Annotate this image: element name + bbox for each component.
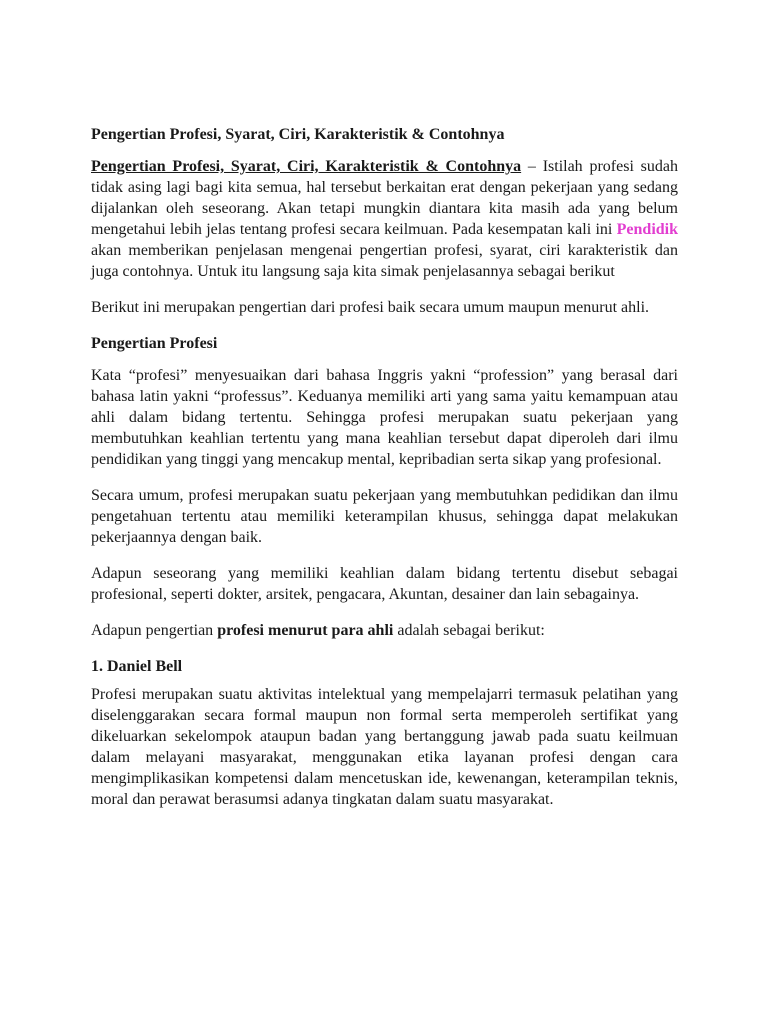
heading-daniel-bell: 1. Daniel Bell [91,658,183,675]
pendidik-link[interactable]: Pendidik [616,221,678,238]
heading-pengertian-profesi: Pengertian Profesi [91,335,218,352]
document-title: Pengertian Profesi, Syarat, Ciri, Karakteristik & Contohnya [91,126,505,143]
kata-profesi-paragraph: Kata “profesi” menyesuaikan dari bahasa Inggris yakni “profession” yang berasal dari bahasa latin yakni “professus”. Keduanya memiliki arti yang sama yaitu kemampuan atau ahli dalam bidang tertentu. Sehingga profesi merupakan suatu pekerjaan yang membutuhkan keahlian tertentu yang mana keahlian tersebut dapat diperoleh dari ilmu pendidikan yang tinggi yang mencakup mental, kepribadian serta sikap yang profesional. [91,367,678,468]
secara-umum-paragraph: Secara umum, profesi merupakan suatu pekerjaan yang membutuhkan pedidikan dan ilmu pengetahuan tertentu atau memiliki keterampilan khusus, sehingga dapat melakukan pekerjaannya dengan baik. [91,487,678,546]
adapun-seseorang-paragraph: Adapun seseorang yang memiliki keahlian dalam bidang tertentu disebut sebagai profesional, seperti dokter, arsitek, pengacara, Akuntan, desainer dan lain sebagainya. [91,565,678,603]
intro-paragraph [91,156,678,282]
title-link[interactable]: Pengertian Profesi, Syarat, Ciri, Karakteristik & Contohnya [91,158,522,175]
adapun-pre: Adapun pengertian [91,622,218,639]
adapun-post: adalah sebagai berikut: [393,622,545,639]
document-page [91,124,678,825]
daniel-bell-paragraph: Profesi merupakan suatu aktivitas intelektual yang mempelajarri termasuk pelatihan yang diselenggarakan secara formal maupun non formal serta memperoleh sertifikat yang dikeluarkan sekelompok ataupun badan yang bertanggung jawab pada suatu keilmuan dalam melayani masyarakat, menggunakan etika layanan profesi dengan cara mengimplikasikan kompetensi dalam mencetuskan ide, kewenangan, keterampilan teknis, moral dan perawat berasumsi adanya tingkatan dalam suatu masyarakat. [91,686,678,808]
berikut-paragraph: Berikut ini merupakan pengertian dari profesi baik secara umum maupun menurut ahli. [91,299,650,316]
intro-text-b: akan memberikan penjelasan mengenai pengertian profesi, syarat, ciri karakteristik dan juga contohnya. Untuk itu langsung saja kita simak penjelasannya sebagai berikut [91,242,678,280]
adapun-pengertian-paragraph [91,620,678,641]
intro-text-a: – Istilah profesi sudah tidak asing lagi bagi kita semua, hal tersebut berkaitan erat dengan pekerjaan yang sedang dijalankan oleh seseorang. Akan tetapi mungkin diantara kita masih ada yang belum mengetahui lebih jelas tentang profesi secara keilmuan. Pada kesempatan kali ini [91,158,678,238]
adapun-bold: profesi menurut para ahli [217,622,394,639]
